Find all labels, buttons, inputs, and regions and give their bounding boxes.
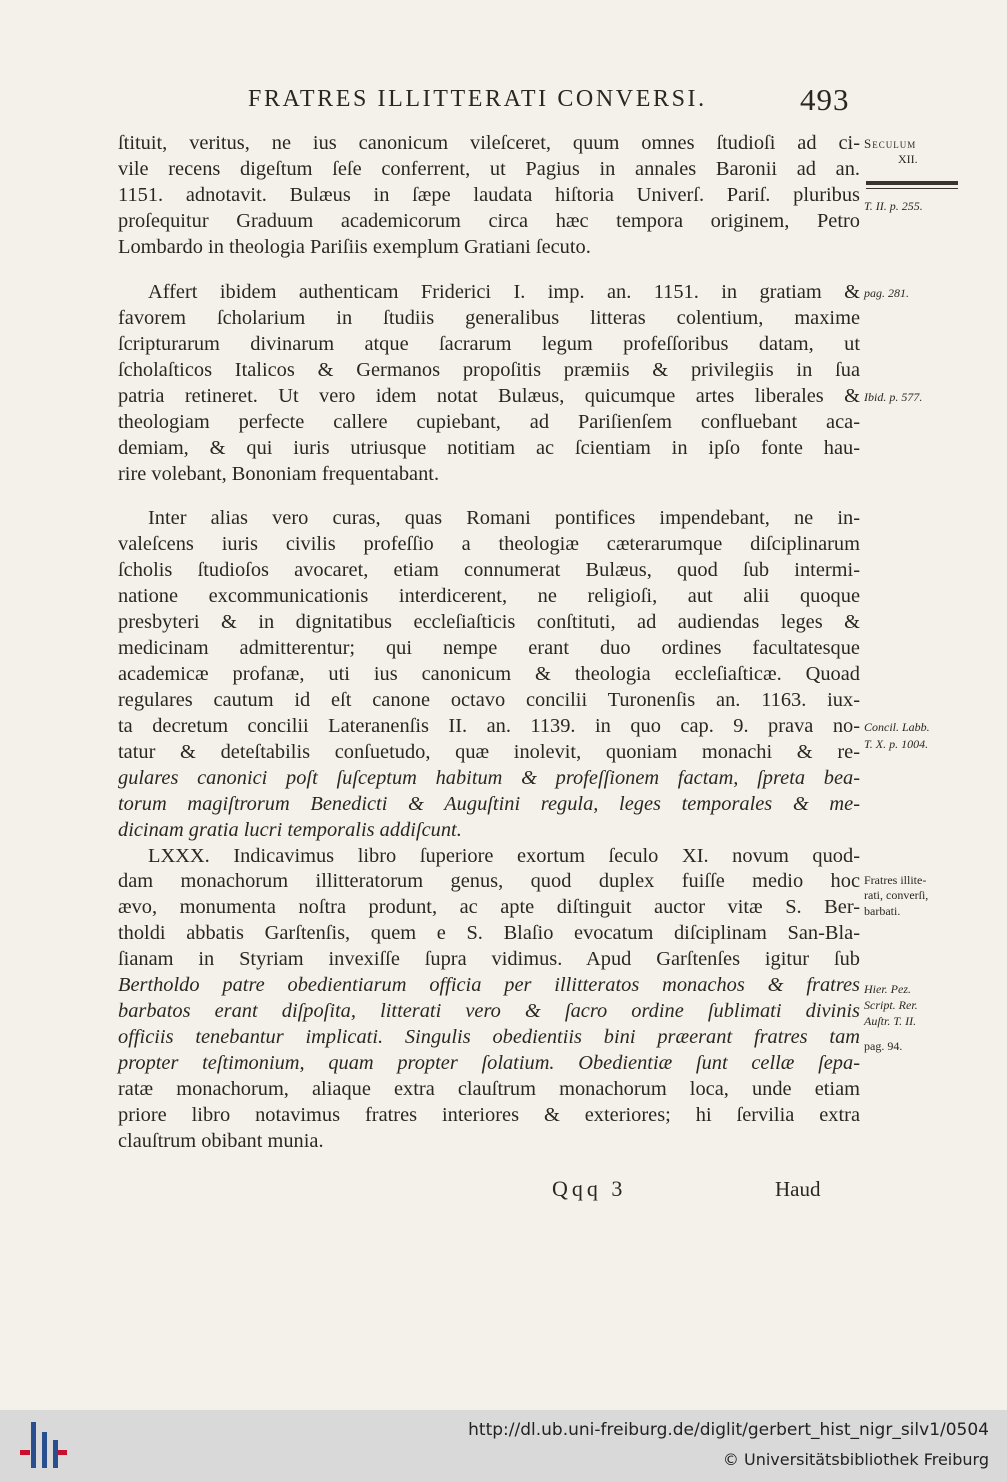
margin-note: Concil. Labb.	[864, 720, 930, 734]
text-line: ſcripturarum divinarum atque ſacrarum legum profeſſoribus datam, ut	[118, 333, 860, 355]
text-line: favorem ſcholarium in ſtudiis generalibus litteras colentium, maxime	[118, 307, 860, 329]
copyright-notice: © Universitätsbibliothek Freiburg	[722, 1450, 989, 1469]
text-line: ſtituit, veritus, ne ius canonicum vileſceret, quum omnes ſtudioſi ad ci-	[118, 132, 860, 154]
text-line: ſcholis ſtudioſos avocaret, etiam connumerat Bulæus, quod ſub intermi-	[118, 559, 860, 581]
text-line: medicinam admitterentur; qui nempe erant duo ordines facultatesque	[118, 637, 860, 659]
margin-note: Ibid. p. 577.	[864, 390, 923, 404]
margin-note: barbati.	[864, 904, 901, 918]
text-line: theologiam perfecte callere cupiebant, ad Pariſienſem confluebant aca-	[118, 411, 860, 433]
footer-bar	[0, 1410, 1007, 1482]
text-line: valeſcens iuris civilis profeſſio a theologiæ cæterarumque diſciplinarum	[118, 533, 860, 555]
text-line: proſequitur Graduum academicorum circa hæc tempora originem, Petro	[118, 210, 860, 232]
text-line: dicinam gratia lucri temporalis addiſcunt.	[118, 819, 462, 841]
text-line: priore libro notavimus fratres interiores & exteriores; hi ſervilia extra	[118, 1104, 860, 1126]
text-line: dam monachorum illitteratorum genus, quod duplex fuiſſe medio hoc	[118, 870, 860, 892]
margin-note: rati, converſi,	[864, 888, 929, 902]
text-line: regulares cautum id eſt canone octavo concilii Turonenſis an. 1163. iux-	[118, 689, 860, 711]
ub-freiburg-logo-icon	[18, 1418, 68, 1472]
text-line: vile recens digeſtum ſeſe conferrent, ut Pagius in annales Baronii ad an.	[118, 158, 860, 180]
text-line: Affert ibidem authenticam Friderici I. imp. an. 1151. in gratiam &	[148, 281, 860, 303]
text-line: presbyteri & in dignitatibus eccleſiaſticis conſtituti, ad audiendas leges &	[118, 611, 860, 633]
margin-note: Seculum	[864, 136, 917, 151]
text-line: Bertholdo patre obedientiarum officia per illitteratos monachos & fratres	[118, 974, 860, 996]
margin-rule-thin	[866, 188, 958, 189]
text-line: ratæ monachorum, aliaque extra clauſtrum monachorum loca, unde etiam	[118, 1078, 860, 1100]
text-line: ſianam in Styriam invexiſſe ſupra vidimus. Apud Garſtenſes igitur ſub	[118, 948, 860, 970]
text-line: tatur & deteſtabilis conſuetudo, quæ inolevit, quoniam monachi & re-	[118, 741, 860, 763]
margin-note: XII.	[898, 152, 918, 166]
margin-note: Auſtr. T. II.	[864, 1014, 917, 1028]
text-line: 1151. adnotavit. Bulæus in ſæpe laudata hiſtoria Univerſ. Pariſ. pluribus	[118, 184, 860, 206]
text-line: barbatos erant diſpoſita, litterati vero & ſacro ordine ſublimati divinis	[118, 1000, 860, 1022]
margin-rule-thick	[866, 181, 958, 185]
margin-note: Fratres illite-	[864, 873, 927, 887]
signature-mark: Qqq 3	[552, 1176, 627, 1201]
margin-note: Script. Rer.	[864, 998, 918, 1012]
text-line: rire volebant, Bononiam frequentabant.	[118, 463, 440, 485]
text-line: officiis tenebantur implicati. Singulis obedientiis bini præerant fratres tam	[118, 1026, 860, 1048]
text-line: academicæ profanæ, uti ius canonicum & theologia eccleſiaſticæ. Quoad	[118, 663, 860, 685]
text-line: natione excommunicationis interdicerent, ne religioſi, aut alii quoque	[118, 585, 860, 607]
page-number: 493	[800, 82, 850, 117]
text-line: torum magiſtrorum Benedicti & Auguſtini regula, leges temporales & me-	[118, 793, 860, 815]
text-line: tholdi abbatis Garſtenſis, quem e S. Blaſio evocatum diſciplinam San-Bla-	[118, 922, 860, 944]
text-line: Lombardo in theologia Pariſiis exemplum Gratiani ſecuto.	[118, 236, 591, 258]
text-line: ævo, monumenta noſtra produnt, ac apte diſtinguit auctor vitæ S. Ber-	[118, 896, 860, 918]
source-url-link[interactable]: http://dl.ub.uni-freiburg.de/diglit/gerbert_hist_nigr_silv1/0504	[468, 1420, 989, 1440]
margin-note: Hier. Pez.	[864, 982, 911, 996]
running-head: FRATRES ILLITTERATI CONVERSI.	[248, 86, 707, 112]
margin-note: T. II. p. 255.	[864, 199, 923, 213]
text-line: Inter alias vero curas, quas Romani pontifices impendebant, ne in-	[148, 507, 860, 529]
margin-note: T. X. p. 1004.	[864, 737, 929, 751]
text-line: patria retineret. Ut vero idem notat Bulæus, quicumque artes liberales &	[118, 385, 860, 407]
text-line: ſcholaſticos Italicos & Germanos propoſitis præmiis & privilegiis in ſua	[118, 359, 860, 381]
text-line: propter teſtimonium, quam propter ſolatium. Obedientiæ ſunt cellæ ſepa-	[118, 1052, 860, 1074]
text-line: clauſtrum obibant munia.	[118, 1130, 324, 1152]
text-line: ta decretum concilii Lateranenſis II. an. 1139. in quo cap. 9. prava no-	[118, 715, 860, 737]
text-line: LXXX. Indicavimus libro ſuperiore exortum ſeculo XI. novum quod-	[148, 845, 860, 867]
text-line: demiam, & qui iuris utriusque notitiam ac ſcientiam in ipſo fonte hau-	[118, 437, 860, 459]
margin-note: pag. 281.	[864, 286, 909, 300]
text-line: gulares canonici poſt ſuſceptum habitum & profeſſionem factam, ſpreta bea-	[118, 767, 860, 789]
catchword: Haud	[775, 1177, 821, 1201]
margin-note: pag. 94.	[864, 1039, 903, 1053]
